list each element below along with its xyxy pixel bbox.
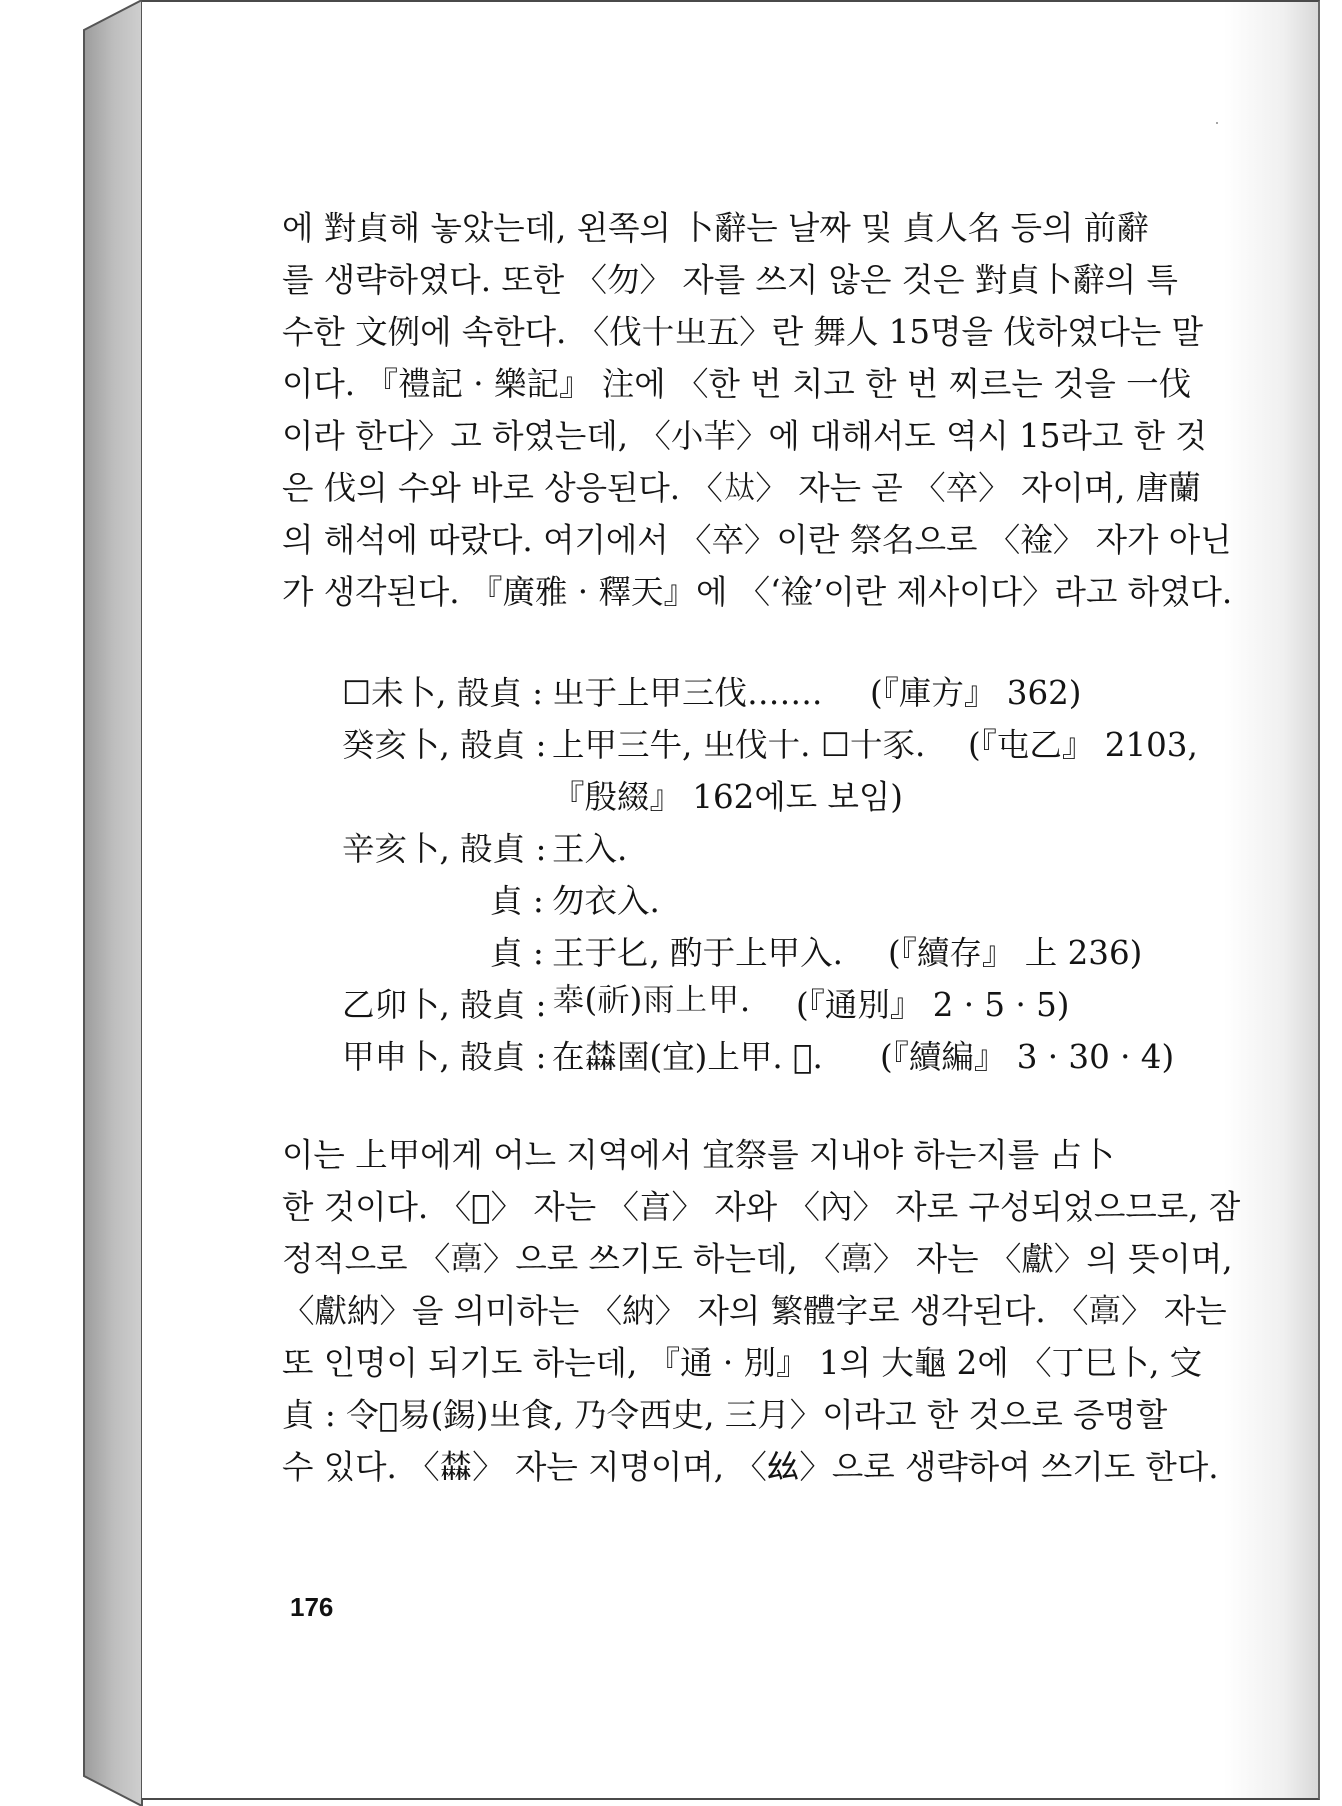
- inscription-source: (『通別』 2 · 5 · 5): [796, 986, 1070, 1024]
- inscription-prefix: ☐未卜, 㱿貞 :: [342, 674, 544, 712]
- inscription-prefix: 乙卯卜, 㱿貞 :: [342, 986, 547, 1024]
- inscription-source: (『續編』 3 · 30 · 4): [880, 1038, 1175, 1076]
- text-line: 이라 한다〉고 하였는데, 〈小𦍋〉에 대해서도 역시 15라고 한 것: [282, 417, 1207, 455]
- text-line: 이다. 『禮記 · 樂記』 注에 〈한 번 치고 한 번 찌르는 것을 一伐: [282, 365, 1192, 403]
- text-line: 〈獻納〉을 의미하는 〈納〉 자의 繁體字로 생각된다. 〈𩫖〉 자는: [282, 1292, 1227, 1330]
- inscription-prefix: 貞 :: [490, 934, 544, 972]
- text-line: 수한 文例에 속한다. 〈伐十㞢五〉란 舞人 15명을 伐하였다는 말: [282, 313, 1204, 351]
- text-line: 은 伐의 수와 바로 상응된다. 〈𡘋〉 자는 곧 〈卒〉 자이며, 唐蘭: [282, 469, 1201, 507]
- page-speck: [1216, 122, 1218, 124]
- inscription-prefix: 癸亥卜, 㱿貞 :: [342, 726, 547, 764]
- inscription-prefix: 辛亥卜, 㱿貞 :: [342, 830, 547, 868]
- text-line: 에 對貞해 놓았는데, 왼쪽의 卜辭는 날짜 및 貞人名 등의 前辭: [282, 209, 1149, 247]
- text-line: 수 있다. 〈𣡕〉 자는 지명이며, 〈𢆶〉으로 생략하여 쓰기도 한다.: [282, 1448, 1219, 1486]
- inscription-prefix: 貞 :: [490, 882, 544, 920]
- text-line: 정적으로 〈𩫖〉으로 쓰기도 하는데, 〈𩫖〉 자는 〈獻〉의 뜻이며,: [282, 1240, 1233, 1278]
- inscription-body: 勿衣入.: [552, 882, 660, 920]
- inscription-source: (『庫方』 362): [870, 674, 1082, 712]
- text-line: 한 것이다. 〈𠥬〉 자는 〈亯〉 자와 〈內〉 자로 구성되었으므로, 잠: [282, 1188, 1241, 1226]
- inscription-body: 𠦪(祈)雨上甲.: [552, 981, 751, 1019]
- inscription-body: 王于𠤎, 酌于上甲入.: [552, 934, 843, 972]
- inscription-body: 王入.: [552, 830, 628, 868]
- text-line: 를 생략하였다. 또한 〈勿〉 자를 쓰지 않은 것은 對貞卜辭의 특: [282, 261, 1178, 299]
- inscription-source: (『續存』 上 236): [888, 934, 1143, 972]
- inscription-body: 『殷綴』 162에도 보임): [552, 778, 903, 816]
- inscription-prefix: 甲申卜, 㱿貞 :: [342, 1038, 547, 1076]
- inscription-body: 㞢于上甲三伐…….: [552, 674, 823, 712]
- text-line: 또 인명이 되기도 하는데, 『通 · 別』 1의 大龜 2에 〈丁巳卜, 㝊: [282, 1344, 1203, 1382]
- text-line: 의 해석에 따랐다. 여기에서 〈卒〉이란 祭名으로 〈䘳〉 자가 아닌: [282, 521, 1232, 559]
- text-line: 가 생각된다. 『廣雅 · 釋天』에 〈‘䘳’이란 제사이다〉라고 하였다.: [282, 573, 1233, 611]
- inscription-source: (『屯乙』 2103,: [968, 726, 1198, 764]
- inscription-body: 上甲三牛, 㞢伐十. ☐十豕.: [552, 726, 926, 764]
- page-number: 176: [290, 1592, 334, 1622]
- text-line: 이는 上甲에게 어느 지역에서 宜祭를 지내야 하는지를 占卜: [282, 1136, 1115, 1174]
- text-line: 貞 : 令𠥬易(錫)㞢食, 乃令西史, 三月〉이라고 한 것으로 증명할: [282, 1396, 1168, 1434]
- inscription-body: 在𣡕圉(宜)上甲. 𠥬.: [552, 1038, 823, 1076]
